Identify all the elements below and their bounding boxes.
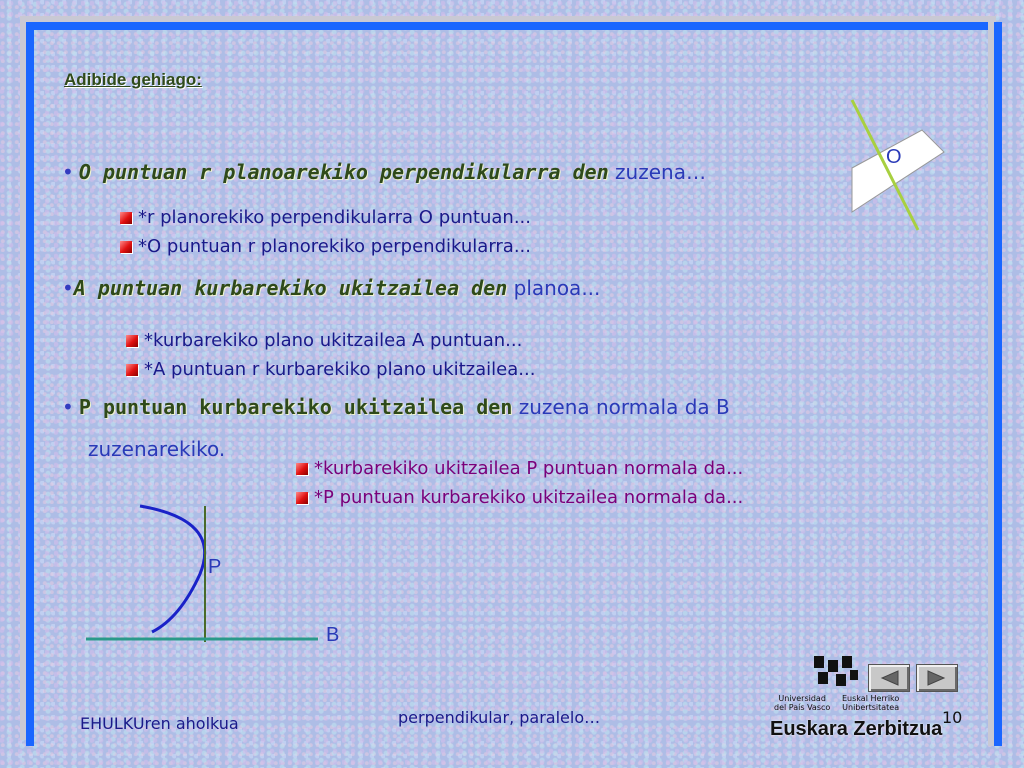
- triangle-right-icon: [926, 669, 948, 687]
- plane-shape: [852, 130, 944, 212]
- item-2-sub-2-text: *A puntuan r kurbarekiko plano ukitzailea...: [144, 359, 536, 380]
- red-square-bullet-icon: [120, 241, 132, 253]
- logo-university-text: Universidad del País Vasco: [774, 694, 831, 712]
- line-b-label: B: [326, 624, 340, 646]
- logo-service-text: Euskara Zerbitzua: [770, 718, 943, 740]
- item-1-bold-text: O puntuan r planoarekiko perpendikularra den: [78, 160, 609, 184]
- slide-frame-right: [994, 22, 1002, 746]
- item-1-rest-text: zuzena…: [608, 160, 706, 184]
- footer-center-text: perpendikular, paralelo…: [398, 708, 601, 727]
- page-number: 10: [942, 708, 963, 727]
- next-slide-button[interactable]: [916, 664, 958, 692]
- red-square-bullet-icon: [120, 212, 132, 224]
- item-1-sub-2: [120, 236, 531, 257]
- item-1-sub-1-text: *r planorekiko perpendikularra O puntuan...: [138, 207, 532, 228]
- item-3-sub-1-text: *kurbarekiko ukitzailea P puntuan normala da...: [314, 458, 744, 479]
- item-1-sub-1: [120, 207, 531, 228]
- plane-figure: [840, 96, 950, 236]
- red-square-bullet-icon: [126, 364, 138, 376]
- item-2-sub-2: [126, 359, 535, 380]
- bullet-item-3: [62, 395, 730, 419]
- logo-university-eu-text: Euskal Herriko Unibertsitatea: [842, 694, 900, 712]
- bullet-dot: •: [62, 160, 74, 184]
- item-3-sub-1: [296, 458, 743, 479]
- point-p-label: P: [208, 556, 222, 578]
- curve-path: [140, 506, 205, 632]
- red-square-bullet-icon: [126, 335, 138, 347]
- prev-slide-button[interactable]: [868, 664, 910, 692]
- plane-point-label: O: [886, 146, 902, 168]
- footer-left-text: EHULKUren aholkua: [80, 714, 239, 733]
- item-3-bold-text: P puntuan kurbarekiko ukitzailea den: [78, 395, 513, 419]
- bullet-dot: •: [62, 395, 74, 419]
- item-2-bold-text: A puntuan kurbarekiko ukitzailea den: [73, 276, 508, 300]
- item-2-sub-1-text: *kurbarekiko plano ukitzailea A puntuan...: [144, 330, 523, 351]
- bullet-item-1: [62, 160, 706, 184]
- ehu-logo-icon: [810, 654, 870, 690]
- bullet-item-2: [62, 276, 600, 300]
- triangle-left-icon: [878, 669, 900, 687]
- item-2-rest-text: planoa...: [507, 276, 601, 300]
- item-3-continuation: zuzenarekiko.: [88, 437, 226, 461]
- item-3-sub-2: [296, 487, 743, 508]
- slide-frame-left: [26, 22, 34, 746]
- bullet-dot: •: [62, 276, 74, 300]
- item-3-rest-text: zuzena normala da B: [512, 395, 730, 419]
- curve-figure: [80, 500, 360, 650]
- item-3-sub-2-text: *P puntuan kurbarekiko ukitzailea normala da...: [314, 487, 744, 508]
- slide-frame-top: [26, 22, 1002, 30]
- item-2-sub-1: [126, 330, 522, 351]
- slide-heading: Adibide gehiago:: [64, 70, 202, 89]
- item-1-sub-2-text: *O puntuan r planorekiko perpendikularra...: [138, 236, 532, 257]
- red-square-bullet-icon: [296, 463, 308, 475]
